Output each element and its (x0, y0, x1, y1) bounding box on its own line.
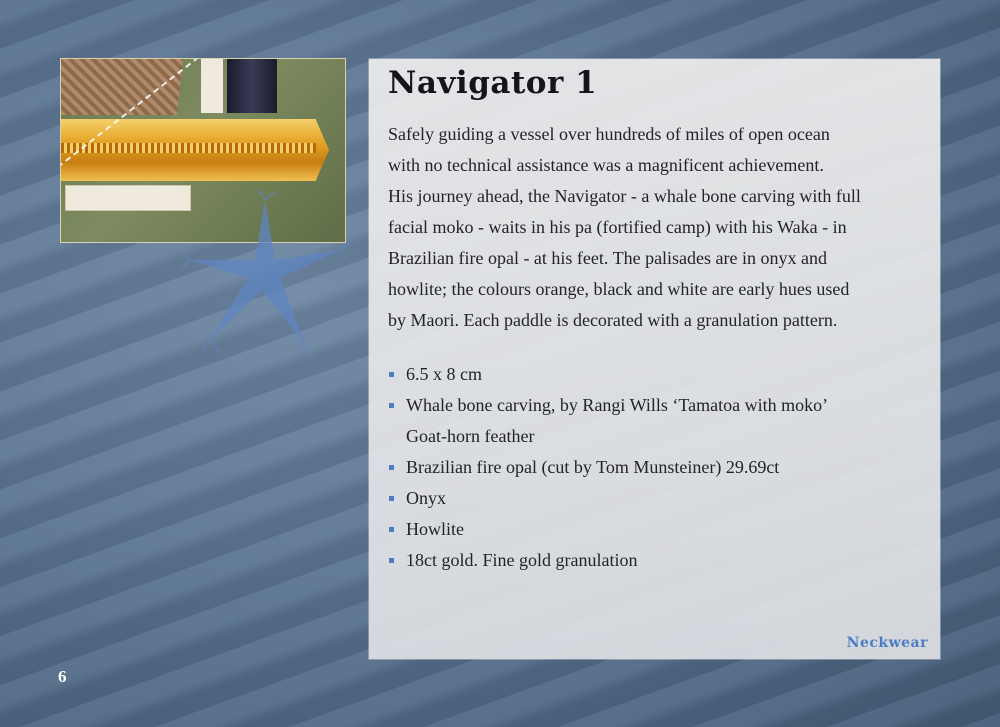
spec-item (388, 483, 928, 514)
spec-item (388, 390, 928, 452)
spec-text: 18ct gold. Fine gold granulation (406, 550, 638, 570)
page-number: 6 (58, 667, 67, 686)
spec-text: Whale bone carving, by Rangi Wills ‘Tamatoa with moko’ (406, 395, 829, 415)
spec-text: 6.5 x 8 cm (406, 364, 482, 384)
spec-text: Howlite (406, 519, 464, 539)
spec-text: Onyx (406, 488, 446, 508)
paragraph-line: howlite; the colours orange, black and white are early hues used (388, 279, 850, 299)
bullet-square (389, 403, 394, 408)
section-label: Neckwear (846, 635, 928, 651)
spec-list (388, 359, 928, 576)
bullet-square (389, 465, 394, 470)
bullet-square (389, 372, 394, 377)
paragraph-line: His journey ahead, the Navigator - a whale bone carving with full (388, 186, 861, 206)
bullet-square (389, 496, 394, 501)
paragraph-line: Brazilian fire opal - at his feet. The palisades are in onyx and (388, 248, 828, 268)
spec-item (388, 514, 928, 545)
paragraph-line: Safely guiding a vessel over hundreds of miles of open ocean (388, 124, 830, 144)
bullet-square (389, 558, 394, 563)
paragraph-line: with no technical assistance was a magnificent achievement. (388, 155, 824, 175)
spec-continuation: Goat-horn feather (406, 426, 535, 446)
paragraph-line: facial moko - waits in his pa (fortified camp) with his Waka - in (388, 217, 847, 237)
starfish-icon (180, 190, 350, 360)
photo-bone-plaque (65, 185, 191, 211)
page-title: Navigator 1 (388, 65, 598, 101)
photo-granulation-band (61, 143, 316, 153)
paragraph-line: by Maori. Each paddle is decorated with a granulation pattern. (388, 310, 838, 330)
spec-text: Brazilian fire opal (cut by Tom Munsteiner) 29.69ct (406, 457, 780, 477)
spec-item (388, 359, 928, 390)
description-paragraph (388, 119, 936, 336)
spec-item (388, 545, 928, 576)
description-panel (369, 59, 940, 659)
photo-carving (61, 59, 183, 115)
photo-onyx-piece (227, 59, 277, 113)
spec-item (388, 452, 928, 483)
photo-bone-piece (201, 59, 223, 113)
bullet-square (389, 527, 394, 532)
